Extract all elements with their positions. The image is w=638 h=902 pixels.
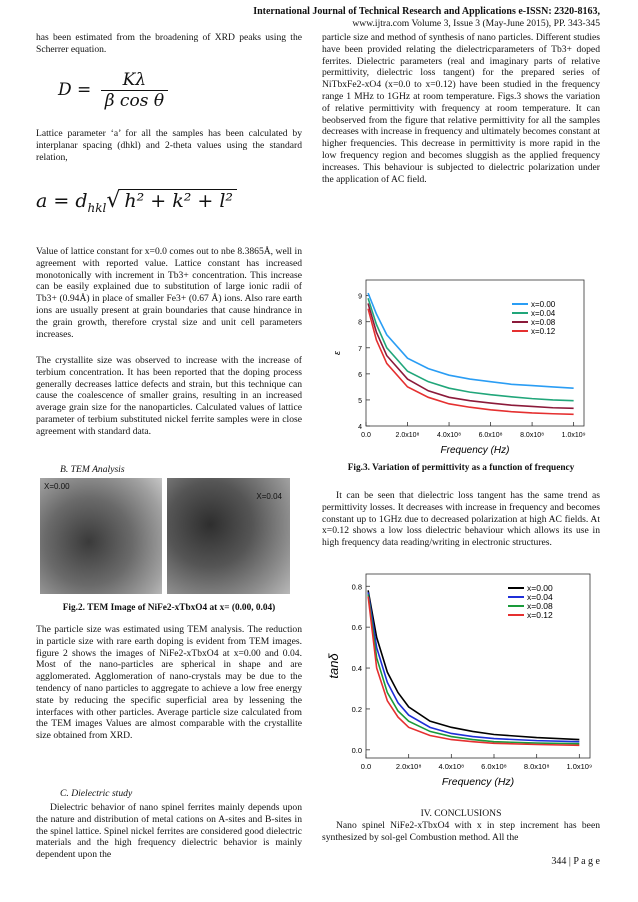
left-paragraph-2: Lattice parameter ‘a’ for all the samples has been calculated by interplanar spacing (dhkl) and 2-theta values using the standard relation, [36, 128, 302, 163]
x-tick-label: 6.0x10⁸ [481, 762, 507, 771]
x-axis-label: Frequency (Hz) [441, 776, 515, 788]
y-tick-label: 8 [358, 319, 362, 327]
lattice-equation: $a = d_{hkl}√$ h² + k² + l² [36, 188, 237, 215]
left-paragraph-4: The crystallite size was observed to increase with the increase of terbium concentration. It has been reported that the doping process generally decreases lattice defects and strain, but this technique can cause the coalescence of smaller grains, resulting in an increased average grain size for the nanoparticles. Calculated values of lattice parameter of terbium substituted nickel ferrite samples were in close agreement with standard data. [36, 355, 302, 437]
x-tick-label: 1.0x10⁹ [566, 762, 593, 771]
x-tick-label: 2.0x10⁸ [395, 762, 422, 771]
legend-label: x=0.08 [531, 318, 556, 327]
journal-header: International Journal of Technical Research and Applications e-ISSN: 2320-8163, [253, 6, 600, 17]
right-paragraph-2: It can be seen that dielectric loss tangent has the same trend as permittivity losses. It decreases with increase in frequency and becomes constant up to 1GHz due to decreased polarization at high AC fields. At x=0.12 shows a low loss dielectric behaviour which allows its use in high frequency data reading/writing in electronic structures. [322, 490, 600, 549]
legend-label: x=0.12 [527, 610, 553, 620]
legend-label: x=0.00 [527, 583, 553, 593]
y-tick-label: 0.0 [351, 745, 362, 755]
left-paragraph-5: The particle size was estimated using TEM analysis. The reduction in particle size with rare earth doping is evident from TEM images. figure 2 shows the images of NiFe2-xTbxO4 at x=0.00 and 0.04. Most of the nano-particles are spherical in shape and are agglomerated. Agglomeration of nano-crystals may be due to the tendency of nano particles to aggregate to achieve a low free energy state by reducing the specific superficial area by lessening the interfaces with other particles. Average particle size calculated from the TEM images Values are almost comparable with the crystallite size obtained from XRD. [36, 624, 302, 742]
x-tick-label: 4.0x10⁸ [437, 432, 462, 439]
right-paragraph-3: Nano spinel NiFe2-xTbxO4 with x in step increment has been synthesized by sol-gel Combustion method. All the [322, 820, 600, 843]
legend-label: x=0.08 [527, 601, 553, 611]
x-tick-label: 8.0x10⁸ [523, 762, 550, 771]
scherrer-equation: D = $\frac{K\lambda}{\text{β cos θ}}$ [58, 70, 168, 111]
y-tick-label: 0.4 [351, 664, 362, 674]
x-tick-label: 8.0x10⁸ [520, 432, 545, 439]
y-tick-label: 4 [358, 424, 362, 431]
legend-label: x=0.04 [527, 592, 553, 602]
fig2-caption: Fig.2. TEM Image of NiFe2-xTbxO4 at x= (0.00, 0.04) [62, 603, 276, 613]
section-b-heading: B. TEM Analysis [60, 464, 125, 475]
y-tick-label: 5 [358, 397, 362, 405]
tem-image-x000 [40, 478, 162, 594]
y-tick-label: 0.2 [351, 704, 362, 714]
page-footer: 344 | P a g e [551, 856, 600, 867]
loss-tangent-chart [326, 566, 606, 788]
tem-label-x004: X=0.04 [256, 492, 282, 501]
left-paragraph-6: Dielectric behavior of nano spinel ferrites mainly depends upon the nature and distribution of metal cations on A-sites and B-sites in the spinel lattice. Spinel nickel ferrites are considered good dielectric materials and the high frequency dielectric behavior is mainly dependent upon the [36, 802, 302, 861]
x-tick-label: 1.0x10⁹ [561, 432, 586, 439]
tem-label-x000: X=0.00 [44, 482, 70, 491]
x-tick-label: 0.0 [361, 432, 371, 439]
right-paragraph-1: particle size and method of synthesis of nano particles. Different studies have been provided relating the dielectricparameters of Tb3+ doped ferrites. Dielectric parameters (real and imaginary parts of relative permittivity, dielectric loss tangent) for the prepared series of NiTbxFe2-xO4 (x=0.0 to x=0.12) have been studied in the frequency range 1 MHz to 1GHz at room temperature. Figs.3 shows the variation of relative permittivity with frequency at room temperature. It can beobserved from the figure that relative permittivity for all the samples decreases with increase in frequency and ultimately becomes constant at higher frequencies. This decrease in permittivity is more rapid in the low frequency region and becomes sluggish as the applied frequency increases. This behaviour is subjected to dielectric polarization under the application of AC field. [322, 32, 600, 185]
left-paragraph-1: has been estimated from the broadening of XRD peaks using the Scherrer equation. [36, 32, 302, 55]
legend-label: x=0.00 [531, 300, 556, 309]
fig3-caption: Fig.3. Variation of permittivity as a function of frequency [347, 463, 575, 473]
issue-line: www.ijtra.com Volume 3, Issue 3 (May-June 2015), PP. 343-345 [352, 18, 600, 29]
legend-label: x=0.12 [531, 327, 556, 336]
x-tick-label: 2.0x10⁸ [395, 432, 420, 439]
x-tick-label: 0.0 [360, 762, 372, 771]
y-tick-label: 6 [358, 371, 362, 379]
y-axis-label: ε [332, 351, 342, 355]
section-c-heading: C. Dielectric study [60, 788, 133, 799]
legend-label: x=0.04 [531, 309, 556, 318]
y-tick-label: 0.8 [351, 582, 362, 592]
permittivity-chart [326, 276, 606, 456]
tem-image-x004 [167, 478, 290, 594]
section-iv-heading: IV. CONCLUSIONS [420, 808, 502, 819]
plot-frame [366, 574, 590, 758]
y-tick-label: 9 [358, 293, 362, 301]
y-tick-label: 7 [358, 345, 362, 353]
left-paragraph-3: Value of lattice constant for x=0.0 comes out to nbe 8.3865Å, well in agreement with reported value. Lattice constant has increased monotonically with increment in Tb3+ concentration. This increase can be easily explained due to substitution of large ionic radii of Tb3+ (0.94Å) in place of smaller Fe3+ (0.67 Å) ions. Also rare earth ions are usually present at grain boundaries that cause hindrance in the grain growth, therefore crystal size and unit cell parameters increases. [36, 246, 302, 340]
x-tick-label: 6.0x10⁸ [478, 432, 503, 439]
y-tick-label: 0.6 [351, 623, 362, 633]
x-tick-label: 4.0x10⁸ [438, 762, 465, 771]
y-axis-label: tanδ [326, 653, 341, 679]
x-axis-label: Frequency (Hz) [440, 445, 510, 456]
